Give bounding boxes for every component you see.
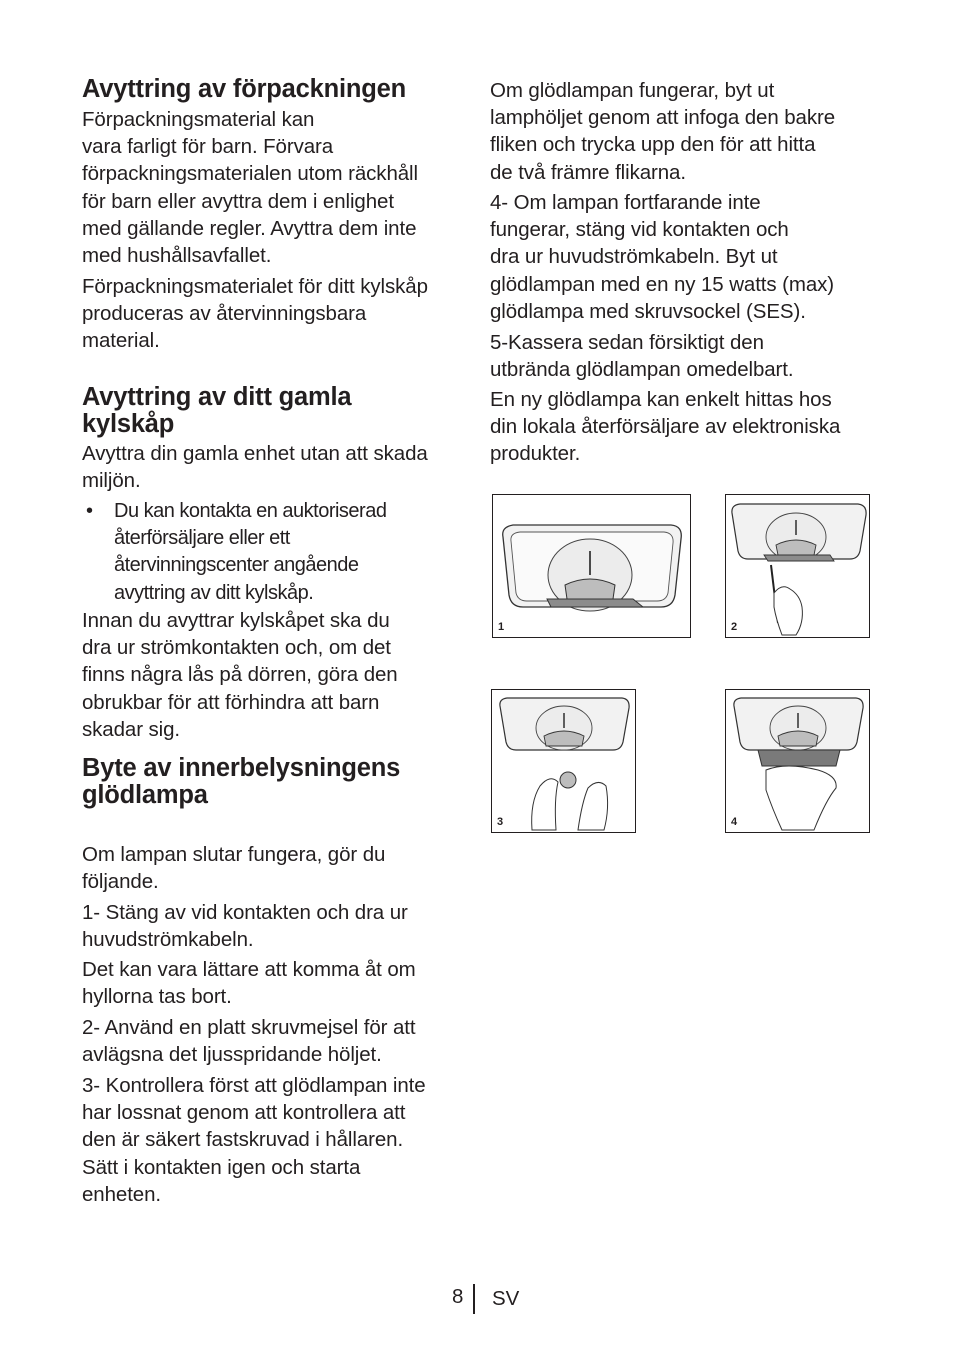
paragraph-bulb-works: Om glödlampan fungerar, byt ut lamphöljet genom att infoga den bakre fliken och trycka upp den för att hitta de två främre flikarna. [490, 79, 836, 184]
figure-replace-cover [725, 689, 870, 833]
lamp-housing-illustration [493, 495, 692, 639]
page-number: 8 [452, 1285, 464, 1308]
figure-number: 2 [731, 621, 738, 633]
bullet-dot-icon: • [86, 500, 94, 522]
figure-screwdriver-remove-cover [725, 494, 870, 638]
paragraph-step-2: 2- Använd en platt skruvmejsel för att avlägsna det ljusspridande höljet. [82, 1016, 416, 1067]
bullet-text: Du kan kontakta en auktoriserad återförsäljare eller ett återvinningscenter angående avyttring av ditt kylskåp. [114, 500, 387, 604]
footer-divider [473, 1284, 475, 1314]
paragraph-step-5: 5-Kassera sedan försiktigt den utbrända glödlampan omedelbart. [490, 331, 794, 382]
figure-check-bulb [491, 689, 636, 833]
hand-cover-illustration [726, 690, 871, 834]
paragraph-before-disposal: Innan du avyttrar kylskåpet ska du dra ur strömkontakten och, om det finns några lås på dörren, göra den obrukbar för att förhindra att barn skadar sig. [82, 609, 398, 741]
figure-number: 3 [497, 816, 504, 828]
figure-lamp-housing [492, 494, 691, 638]
figure-number: 4 [731, 816, 738, 828]
paragraph-step-1: 1- Stäng av vid kontakten och dra ur huvudströmkabeln. [82, 901, 408, 952]
paragraph-dispose-old-unit: Avyttra din gamla enhet utan att skada miljön. [82, 442, 428, 493]
heading-packaging-disposal: Avyttring av förpackningen [82, 75, 406, 103]
paragraph-step-3: 3- Kontrollera först att glödlampan inte har lossnat genom att kontrollera att den är säkert fastskruvad i hållaren. Sätt i kontakten igen och starta enheten. [82, 1074, 426, 1206]
paragraph-shelves-tip: Det kan vara lättare att komma åt om hyllorna tas bort. [82, 958, 416, 1009]
language-code: SV [492, 1287, 520, 1310]
figure-number: 1 [498, 621, 505, 633]
hands-bulb-illustration [492, 690, 637, 834]
heading-bulb-replacement: Byte av innerbelysningens glödlampa [82, 754, 401, 809]
screwdriver-illustration [726, 495, 871, 639]
paragraph-packaging-warning: Förpackningsmaterial kan vara farligt för barn. Förvara förpackningsmaterialen utom räckhåll för barn eller avyttra dem i enlighet med gällande regler. Avyttra dem inte med hushållsavfallet. [82, 108, 418, 268]
heading-old-fridge-disposal: Avyttring av ditt gamla kylskåp [82, 383, 352, 438]
paragraph-if-lamp-fails: Om lampan slutar fungera, gör du följande. [82, 843, 386, 894]
paragraph-step-4: 4- Om lampan fortfarande inte fungerar, stäng vid kontakten och dra ur huvudströmkabeln. Byt ut glödlampan med en ny 15 watts (max) glödlampa med skruvsockel (SES). [490, 191, 835, 323]
paragraph-new-bulb: En ny glödlampa kan enkelt hittas hos din lokala återförsäljare av elektroniska produkter. [490, 388, 841, 466]
paragraph-packaging-material: Förpackningsmaterialet för ditt kylskåp produceras av återvinningsbara material. [82, 275, 428, 353]
